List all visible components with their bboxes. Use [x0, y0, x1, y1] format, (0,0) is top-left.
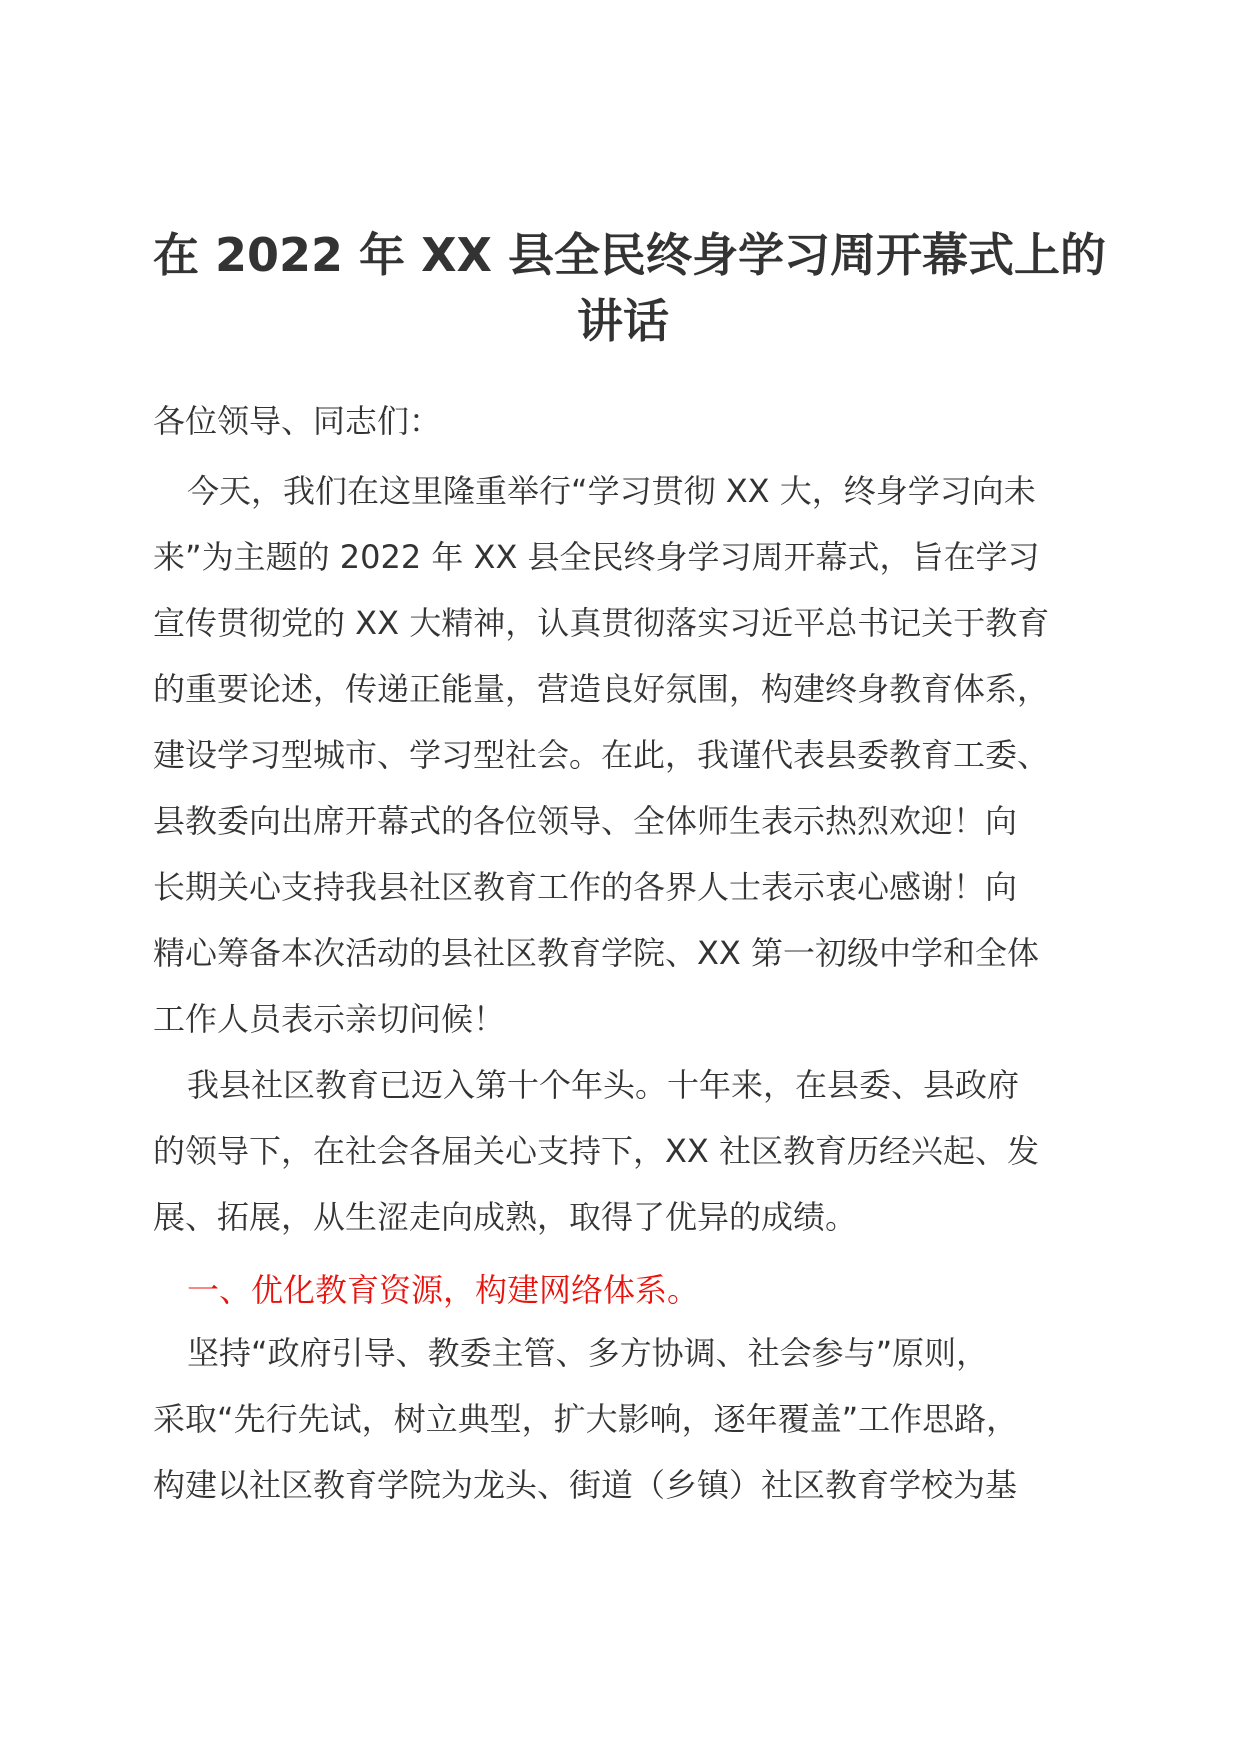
section-heading: 一、优化教育资源，构建网络体系。 [187, 1271, 700, 1309]
paragraph-line: 宣传贯彻党的 XX 大精神，认真贯彻落实习近平总书记关于教育 [153, 604, 1050, 642]
paragraph-line: 县教委向出席开幕式的各位领导、全体师生表示热烈欢迎！向 [153, 802, 1018, 840]
paragraph-line: 今天，我们在这里隆重举行“学习贯彻 XX 大，终身学习向未 [187, 472, 1036, 510]
paragraph-section-one [153, 1320, 1093, 1518]
title-line-1: 在 2022 年 XX 县全民终身学习周开幕式上的 [153, 228, 1107, 282]
paragraph-line: 我县社区教育已迈入第十个年头。十年来，在县委、县政府 [187, 1066, 1020, 1104]
paragraph-ten-years [153, 1052, 1093, 1250]
paragraph-line: 工作人员表示亲切问候！ [153, 1000, 506, 1038]
paragraph-line: 来”为主题的 2022 年 XX 县全民终身学习周开幕式，旨在学习 [153, 538, 1040, 576]
paragraph-line: 采取“先行先试，树立典型，扩大影响，逐年覆盖”工作思路， [153, 1400, 1019, 1438]
greeting: 各位领导、同志们： [153, 402, 442, 440]
paragraph-line: 的领导下，在社会各届关心支持下，XX 社区教育历经兴起、发 [153, 1132, 1040, 1170]
paragraph-line: 长期关心支持我县社区教育工作的各界人士表示衷心感谢！向 [153, 868, 1018, 906]
paragraph-line: 精心筹备本次活动的县社区教育学院、XX 第一初级中学和全体 [153, 934, 1040, 972]
paragraph-line: 坚持“政府引导、教委主管、多方协调、社会参与”原则， [187, 1334, 989, 1372]
paragraph-opening [153, 458, 1093, 1052]
paragraph-line: 的重要论述，传递正能量，营造良好氛围，构建终身教育体系， [153, 670, 1050, 708]
paragraph-line: 构建以社区教育学院为龙头、街道（乡镇）社区教育学校为基 [153, 1466, 1018, 1504]
paragraph-line: 建设学习型城市、学习型社会。在此，我谨代表县委教育工委、 [153, 736, 1050, 774]
document-title [153, 222, 1107, 354]
document-body [153, 222, 1107, 1518]
title-line-2: 讲话 [577, 294, 669, 348]
paragraph-line: 展、拓展，从生涩走向成熟，取得了优异的成绩。 [153, 1198, 858, 1236]
